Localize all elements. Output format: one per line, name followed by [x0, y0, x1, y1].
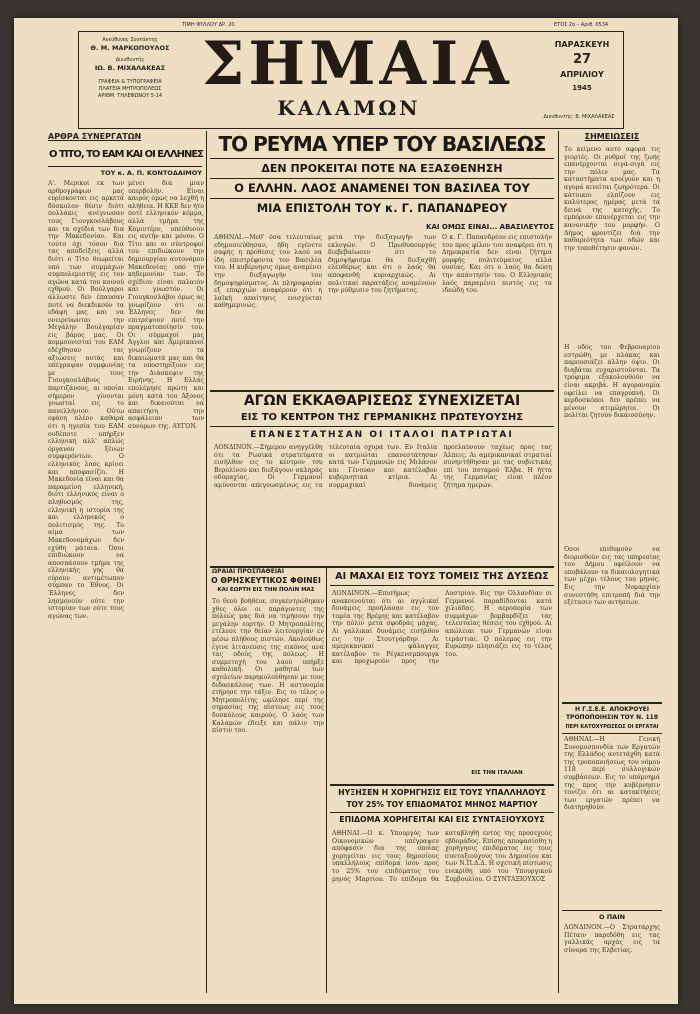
divider: [210, 390, 554, 392]
masthead-title: ΣΗΜΑΙΑ: [202, 29, 513, 99]
issue-year: 1945: [572, 84, 592, 92]
divider: [210, 178, 554, 179]
director-label: Διευθυντής: [115, 57, 145, 63]
right-box-article: ΑΘΗΝΑΙ.—Η Γενική Συνομοσπονδία των Εργατών της Ελλάδος αντετάχθη κατά της τροποποιήσεως του νόμου 118 περί συλλογικών συμβάσεων. Εις το υπόμνημά της προς την κυβέρνησιν τονίζει ότι αι κατακτήσεις των εργατών πρέπει να διατηρηθούν.: [564, 736, 660, 812]
founder-name: Θ. Μ. ΜΑΡΚΟΠΟΥΛΟΣ: [90, 44, 170, 52]
praxis-headline: Ο ΘΡΗΣΚΕΥΤΙΚΟΣ ΦΘΙΝΕΙ: [211, 576, 321, 585]
editor-line: Διευθυντής: Β. ΜΙΧΑΛΑΚΕΑΣ: [543, 114, 615, 120]
grant-headline: ΗΥΞΗΣΕΝ Η ΧΟΡΗΓΗΣΙΣ ΕΙΣ ΤΟΥΣ ΥΠΑΛΛΗΛΟΥΣ: [338, 788, 546, 797]
founder-label: Ανεύθυνος Συντάκτης: [102, 37, 158, 43]
issue-month: ΑΠΡΙΛΙΟΥ: [560, 70, 604, 79]
praxis-subhead: ΚΑΙ ΕΩΡΤΗ ΕΙΣ ΤΗΝ ΠΟΛΙΝ ΜΑΣ: [217, 587, 315, 593]
grant-article: ΑΘΗΝΑΙ.—Ο κ. Υπουργός των Οικονομικών υπέγραψεν απόφασιν δια της οποίας χορηγείται εις τους δημοσίους υπαλλήλους επίδομα ίσον προς το 25% του επιδόματος του μηνός Μαρτίου. Το επίδομα θα καταβληθή εντός της προσεχούς εβδομάδος. Επίσης αποφασίσθη η χορήγησις επιδόματος εις τους συνταξιούχους του Δημοσίου και των Ν.Π.Δ.Δ. Η σχετική πίστωσις ενεκρίθη υπό του Υπουργικού Συμβουλίου. Ο ΣΥΝΤΑΞΙΟΥΧΟΣ: [332, 830, 552, 883]
lead-article-col-3: Ο κ. Γ. Παπανδρέου εις επιστολήν του προς φίλον του αναφέρει ότι η Δημοκρατία δεν είναι ζήτημα μορφής πολιτεύματος αλλά ουσίας. Και ότι ο λαός θα δώση την απάντησίν του. Ο Ελληνικός λαός παραμένει πιστός εις τα ιδεώδη του.: [442, 234, 552, 295]
masthead-subtitle: ΚΑΛΑΜΩΝ: [277, 96, 421, 120]
divider: [330, 784, 554, 786]
agon-subhead-2: ΕΠΑΝΕΣΤΑΤΗΣΑΝ ΟΙ ΙΤΑΛΟΙ ΠΑΤΡΙΩΤΑΙ: [250, 430, 514, 440]
right-footer-title: Ο ΠΑΙΝ: [598, 913, 626, 921]
praxis-article: Το θεού βοήθεια, συγκεντρώθηκαν χθες όλοι οι παράγοντες της πόλεώς μας διά να τιμήσουν την μεγάλην εορτήν. Ο Μητροπολίτης ετέλεσε την θείαν λειτουργίαν εν μέσω πλήθους πιστών. Ακολούθως έγινε λιτάνευσις της εικόνος ανά τας οδούς της πόλεως. Η συμμετοχή του λαού υπήρξε καθολική. Οι μαθηταί των σχολείων παρηκολούθησαν με τους διδασκάλους των. Η αστυνομία ετήρησε την τάξιν. Εις το τέλος ο Μητροπολίτης ωμίλησε περί της σημασίας της πίστεως εις τους δυσκόλους καιρούς. Ο λαός των Καλαμών έδειξε και πάλιν την πίστιν του.: [212, 598, 324, 735]
issue-day: ΠΑΡΑΣΚΕΥΗ: [554, 40, 610, 49]
left-byline: ΤΟΥ κ. Α. Π. ΚΟΝΤΟΔΑΙΜΟΥ: [100, 169, 202, 177]
left-article-col-2: μένει διά μίαν υπερβολήν. Είναι καιρός όμως να λεχθή η αλήθεια. Η ΚΚΕ δεν ήτο ποτέ ελληνικόν κόμμα, αλλά τμήμα της Κομιντέρν, υπεύθυνον εις αυτήν και μόνον. Ο Τίτο και οι σύντροφοί του επιδιώκουν την δημιουργίαν αυτονόμου Μακεδονίας υπό την κηδεμονίαν των. Το σχέδιον είναι παλαιόν και γνωστόν. Οι Γιουγκοσλάβοι όμως ας γνωρίζουν ότι οι Έλληνες δεν θα επιτρέψουν ποτέ την πραγματοποίησίν του. Οι σύμμαχοί μας Άγγλοι και Αμερικανοί γνωρίζουν τα δικαιώματά μας και θα τα υποστηρίξουν εις την Διάσκεψιν της Ειρήνης. Η Ελλάς επολέμησε πρώτη και μόνη κατά του Άξονος και δικαιούται να απαιτήση την ασφάλειαν των συνόρων της. ΑΥΓΟΝ.: [128, 180, 204, 430]
agon-article: ΛΟΝΔΙΝΟΝ.—Σήμερον ανηγγέλθη ότι τα Ρωσικά στρατεύματα εισήλθον εις το κέντρον του Βερολίνου και διεξάγουν σκληράς οδομαχίας. Οι Γερμανοί αμύνονται απεγνωσμένως εις τα τελευταία οχυρά των. Εν Ιταλία οι πατριώται επανεστάτησαν κατά των Γερμανών εις Μιλάνον και Γένουαν και κατέλαβον κυβερνητικά κτίρια. Αι συμμαχικαί δυνάμεις προελαύνουν ταχέως προς τας Άλπεις. Αι αμερικανικαί στρατιαί συνηντήθησαν με τας σοβιετικάς επί του ποταμού Έλβα. Η ήττα της Γερμανίας είναι πλέον ζήτημα ημερών.: [214, 444, 552, 489]
right-box-title: Η Γ.Σ.Ε.Ε. ΑΠΟΚΡΟΥΕΙ ΤΡΟΠΟΠΟΙΗΣΙΝ ΤΟΥ Ν. 118: [565, 706, 659, 721]
right-note-1: Το κείμενο αυτό αφορά τις γιορτές. Οι ρυθμοί της ζωής επανέρχονται σιγά-σιγά εις την πόλιν μας. Τα καταστήματα ανοίγουν και η αγορά κινείται ζωηρότερα. Οι κάτοικοι ελπίζουν εις καλύτερας ημέρας μετά τα δεινά της κατοχής. Το εμπόριον επανέρχεται εις την κανονικήν του μορφήν. Ο Δήμος φροντίζει διά την καθαριότητα των οδών και την τοποθέτησιν φανών.: [564, 146, 660, 252]
year-line: ΕΤΟΣ 2ο – Αριθ. 0534: [554, 22, 609, 28]
right-kicker: ΣΗΜΕΙΩΣΕΙΣ: [584, 132, 640, 141]
left-headline: Ο ΤΙΤΟ, ΤΟ ΕΑΜ ΚΑΙ ΟΙ ΕΛΛΗΝΕΣ: [48, 149, 204, 160]
divider: [562, 733, 662, 734]
grant-subhead-2: ΕΠΙΔΟΜΑ ΧΟΡΗΓΕΙΤΑΙ ΚΑΙ ΕΙΣ ΣΥΝΤΑΞΙΟΥΧΟΥΣ: [339, 815, 545, 824]
newspaper-page: [14, 18, 678, 1004]
lead-subhead-2: Ο ΕΛΛΗΝ. ΛΑΟΣ ΑΝΑΜΕΝΕΙ ΤΟΝ ΒΑΣΙΛΕΑ ΤΟΥ: [234, 181, 530, 195]
divider: [562, 702, 662, 704]
divider: [210, 426, 554, 427]
left-article-col-1: Α'. Μερικοί εκ των αρθρογράφων μας ευρίσκονται εις αρκετά δύσκολον θέσιν διότι πολλάκις ανέγνωσαν τους Γιουγκοσλάβους και τα σχέδιά των δια την Μακεδονίαν. Και τούτο όχι τόσον διά τας αποδείξεις αλλά διότι ο Τίτο θεωρείται υπό των συμμάχων συμπολεμιστής εις τον αγώνα κατά του κοινού εχθρού. Οι Βούλγαροι άλλωστε δεν έπαυσαν ποτέ να διεκδικούν τα εδάφη μας και να ονειρεύωνται την Μεγάλην Βουλγαρίαν εις βάρος μας. Οι κομμουνισταί του ΕΑΜ εδέχθησαν τας αξιώσεις αυτάς και υπέγραψαν συμφωνίας με τους Γιουγκοσλάβους παρτιζάνους, αι οποίαι σήμερον γίνονται γνωσταί εις το πανελλήνιον. Ούτω εφάνη πλέον καθαρά ότι η ηγεσία του ΕΑΜ ουδέποτε υπήρξεν ελληνική αλλ' απλώς όργανον ξένων συμφερόντων. Ο ελληνικός λαός κρίνει και αποφασίζει. Η Μακεδονία είναι και θα παραμείνη ελληνική, διότι ελληνικός είναι ο πληθυσμός της, ελληνική η ιστορία της και ελληνικός ο πολιτισμός της. Το αίμα των Μακεδονομάχων δεν εχύθη μάταια. Όσοι επιδιώκουν να αποσπάσουν τμήμα της ελληνικής γης θα εύρουν αντιμέτωπον σύμπαν το Έθνος. Οι Έλληνες δεν λησμονούν ούτε την ιστορίαν των ούτε τους αγώνας των.: [48, 180, 124, 620]
column-rule: [206, 131, 207, 993]
lead-subhead-1: ΔΕΝ ΠΡΟΚΕΙΤΑΙ ΠΟΤΕ ΝΑ ΕΞΑΣΘΕΝΗΣΗ: [261, 162, 503, 175]
column-rule: [558, 131, 559, 993]
divider: [48, 166, 202, 167]
agon-subhead: ΕΙΣ ΤΟ ΚΕΝΤΡΟΝ ΤΗΣ ΓΕΡΜΑΝΙΚΗΣ ΠΡΩΤΕΥΟΥΣΗΣ: [240, 412, 524, 423]
right-footer-article: ΛΟΝΔΙΝΟΝ.—Ο Στρατάρχης Πέταιν παρεδόθη εις τας γαλλικάς αρχάς εις τα σύνορα της Ελβετίας.: [564, 924, 660, 954]
divider: [210, 158, 554, 159]
right-note-2: Η οδός του Φεβρουαρίου εστρώθη με πλάκας και παρουσιάζει άλλην όψιν. Οι διαβάται ευχαριστούνται. Τα τρόφιμα εξακολουθούν να είναι ακριβά. Η αγορανομία οφείλει να επαγρυπνή. Οι κερδοσκόποι δεν πρέπει να μένουν ατιμώρητοι. Οι πολίται ζητούν δικαιοσύνην.: [564, 344, 660, 420]
battles-headline: ΑΙ ΜΑΧΑΙ ΕΙΣ ΤΟΥΣ ΤΟΜΕΙΣ ΤΗΣ ΔΥΣΕΩΣ: [335, 571, 549, 582]
grant-subhead: ΤΟΥ 25% ΤΟΥ ΕΠΙΔΟΜΑΤΟΣ ΜΗΝΟΣ ΜΑΡΤΙΟΥ: [346, 800, 538, 809]
right-box-subtitle: ΠΕΡΙ ΚΑΤΟΧΥΡΩΣΕΩΣ ΟΙ ΕΡΓΑΤΑΙ: [565, 724, 659, 730]
battles-italy-title: ΕΙΣ ΤΗΝ ΙΤΑΛΙΑΝ: [471, 770, 523, 776]
office-line-2: ΠΛΑΤΕΙΑ ΜΗΤΡΟΠΟΛΕΩΣ: [98, 86, 162, 92]
office-line-1: ΓΡΑΦΕΙΑ & ΤΥΠΟΓΡΑΦΕΙΑ: [98, 79, 162, 85]
right-note-3: Όσοι επιθυμούν να διορισθούν εις τας υπηρεσίας του Δήμου οφείλουν να υποβάλουν τα δικαιολογητικά των μέχρι τέλους του μηνός. Εις την Νομαρχίαν συνεστήθη επιτροπή διά την εξέτασιν των αιτήσεων.: [564, 546, 660, 607]
lead-subhead-3: ΜΙΑ ΕΠΙΣΤΟΛΗ ΤΟΥ κ. Γ. ΠΑΠΑΝΔΡΕΟΥ: [256, 201, 508, 215]
agon-headline: ΑΓΩΝ ΕΚΚΑΘΑΡΙΣΕΩΣ ΣΥΝΕΧΙΖΕΤΑΙ: [243, 393, 521, 409]
left-kicker: ΑΡΘΡΑ ΣΥΝΕΡΓΑΤΩΝ: [48, 132, 142, 141]
director-name: ΙΩ. Β. ΜΙΧΑΛΑΚΕΑΣ: [94, 64, 166, 72]
column-rule: [326, 568, 327, 993]
divider: [330, 585, 554, 586]
lead-article-col-2: μετά την διεξαγωγήν των εκλογών. Ο Πρωθυπουργός διεβεβαίωσεν ότι το δημοψήφισμα θα διεξαχθή ελευθέρως και ότι ο λαός θα αποφανθή κυριαρχικώς. Αι πολιτικαί παρατάξεις αναμένουν την ρύθμισιν του ζητήματος.: [328, 234, 436, 295]
office-line-3: ΑΡΙΘΜ. ΤΗΛΕΦΩΝΟΥ 5-14: [97, 93, 163, 99]
divider: [562, 910, 662, 911]
lead-article-col-1: ΑΘΗΝΑΙ.—Μεθ' όσα τελευταίως εδημοσιεύθησαν, ήδη εγένετο σαφής η πρόθεσις του λαού να ίδη επιστρέφοντα τον Βασιλέα του. Η κυβέρνησις όμως αναμένει την διεξαγωγήν του δημοψηφίσματος. Αι πληροφορίαι εξ επαρχιών αναφέρουν ότι η λαϊκή απαίτησις ενισχύεται καθημερινώς.: [214, 234, 322, 310]
lead-headline: ΤΟ ΡΕΥΜΑ ΥΠΕΡ ΤΟΥ ΒΑΣΙΛΕΩΣ: [218, 132, 546, 156]
lead-section-title: ΚΑΙ ΟΜΩΣ ΕΙΝΑΙ... ΑΒΑΣΙΛΕΥΤΟΣ: [426, 223, 554, 231]
divider: [330, 812, 554, 813]
battles-article: ΛΟΝΔΙΝΟΝ.—Επισήμως ανακοινούται ότι αι αγγλικαί δυνάμεις προήλασαν εις τον τομέα της Βρέμης και κατέλαβον την πόλιν μετά σφοδράς μάχας. Αι γαλλικαί δυνάμεις εισήλθον εις την Στουτγάρδην. Αι αμερικανικαί φάλαγγες κατέλαβον το Ρέγκενσμπουργκ και προχωρούν προς την Αυστρίαν. Εις την Ολλανδίαν οι Γερμανοί παραδίδονται κατά χιλιάδας. Η αεροπορία των συμμάχων βομβαρδίζει τας τελευταίας θέσεις του εχθρού. Αι απώλειαι των Γερμανών είναι τεράστιαι. Ο πόλεμος εις την Ευρώπην πλησιάζει εις το τέλος του.: [332, 590, 552, 666]
praxis-kicker: ΩΡΑΙΑΙ ΠΡΟΣΠΑΘΕΙΑΙ: [212, 568, 284, 575]
issue-date: 27: [572, 52, 592, 67]
divider: [210, 198, 554, 199]
price-line: ΤΙΜΗ ΦΥΛΛΟΥ ΔΡ. 20: [182, 22, 235, 28]
